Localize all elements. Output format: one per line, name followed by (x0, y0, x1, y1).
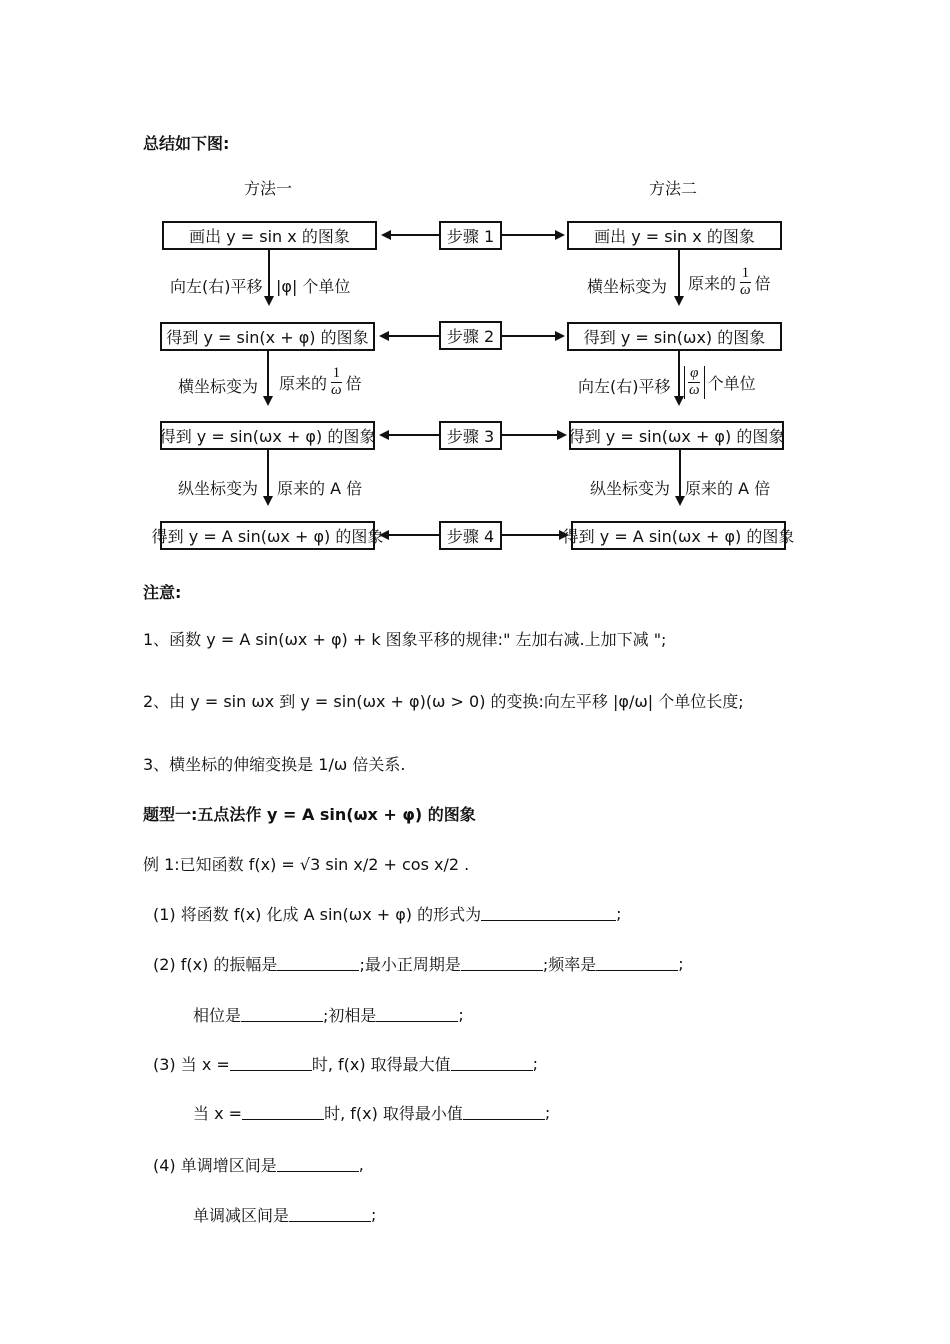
left-transition-1-right: |φ| 个单位 (276, 277, 351, 296)
question-1: (1) 将函数 f(x) 化成 A sin(ωx + φ) 的形式为 ; (153, 904, 622, 924)
question-3-max: 时, f(x) 取得最大值 (311, 1055, 451, 1074)
question-2-frequency: ;频率是 (542, 955, 597, 974)
fraction-numerator: 1 (741, 265, 750, 281)
arrow-line (268, 250, 270, 296)
arrow-down-icon (674, 296, 684, 306)
summary-title: 总结如下图: (143, 134, 230, 153)
arrow-line (678, 250, 680, 296)
method1-title: 方法一 (244, 179, 293, 198)
left-box-4 (151, 521, 384, 550)
answer-blank[interactable] (241, 1007, 323, 1022)
arrow-line (390, 234, 439, 236)
arrow-line (388, 434, 439, 436)
step-2 (439, 321, 502, 350)
arrow-line (679, 450, 681, 496)
left-box-2 (160, 322, 375, 351)
right-box-2 (567, 322, 782, 351)
fraction (329, 366, 344, 399)
question-4: (4) 单调增区间是 , (153, 1155, 364, 1175)
right-transition-1-right (688, 266, 771, 299)
left-transition-2-left: 横坐标变为 (178, 377, 259, 396)
arrow-left-icon (381, 230, 391, 240)
arrow-line (388, 335, 439, 337)
step-1 (439, 221, 502, 250)
step-4-label: 步骤 4 (446, 527, 495, 546)
question-4-cont: 单调减区间是 ; (193, 1205, 377, 1225)
question-3-when-min: 当 x = (193, 1104, 243, 1123)
step-2-label: 步骤 2 (446, 327, 495, 346)
fraction (738, 266, 753, 299)
right-box-3 (569, 421, 784, 450)
answer-blank[interactable] (277, 956, 359, 971)
left-box-2-label: 得到 y = sin(x + φ) 的图象 (166, 328, 369, 347)
right-transition-1-left: 横坐标变为 (587, 277, 668, 296)
right-box-1 (567, 221, 782, 250)
left-box-1 (162, 221, 377, 250)
text: 倍 (754, 273, 771, 293)
right-box-1-label: 画出 y = sin x 的图象 (594, 227, 755, 246)
question-2-initial-phase: ;初相是 (323, 1006, 377, 1025)
right-box-4 (562, 521, 795, 550)
arrow-right-icon (555, 331, 565, 341)
answer-blank[interactable] (463, 1105, 545, 1120)
step-3 (439, 421, 502, 450)
arrow-line (502, 335, 555, 337)
arrow-line (388, 534, 439, 536)
right-box-3-label: 得到 y = sin(ωx + φ) 的图象 (568, 427, 785, 446)
left-transition-3-right: 原来的 A 倍 (277, 479, 363, 498)
step-1-label: 步骤 1 (446, 227, 495, 246)
arrow-line (267, 351, 269, 396)
question-3-min: 时, f(x) 取得最小值 (324, 1104, 463, 1123)
step-4 (439, 521, 502, 550)
abs-bars (684, 366, 705, 399)
right-transition-2-right (684, 366, 756, 399)
answer-blank[interactable] (242, 1105, 324, 1120)
example-1: 例 1:已知函数 f(x) = √3 sin x/2 + cos x/2 . (143, 855, 470, 874)
left-box-1-label: 画出 y = sin x 的图象 (189, 227, 350, 246)
arrow-line (267, 450, 269, 496)
right-transition-3-right: 原来的 A 倍 (685, 479, 771, 498)
question-4-increase: (4) 单调增区间是 (153, 1156, 277, 1175)
answer-blank[interactable] (230, 1056, 312, 1071)
method2-title: 方法二 (649, 179, 698, 198)
notes-title: 注意: (143, 583, 182, 602)
fraction-denominator: ω (689, 381, 700, 398)
text: 倍 (345, 373, 362, 393)
answer-blank[interactable] (451, 1056, 533, 1071)
arrow-down-icon (263, 496, 273, 506)
arrow-line (502, 534, 559, 536)
arrow-down-icon (263, 396, 273, 406)
right-transition-2-left: 向左(右)平移 (578, 377, 671, 396)
fraction-numerator: 1 (332, 365, 341, 381)
text: 原来的 (279, 373, 328, 393)
question-1-text: (1) 将函数 f(x) 化成 A sin(ωx + φ) 的形式为 (153, 905, 482, 924)
answer-blank[interactable] (461, 956, 543, 971)
left-box-4-label: 得到 y = A sin(ωx + φ) 的图象 (151, 527, 384, 546)
answer-blank[interactable] (481, 906, 616, 921)
note-1: 1、函数 y = A sin(ωx + φ) + k 图象平移的规律:" 左加右减.上加下减 "; (143, 630, 667, 649)
question-2-amplitude: (2) f(x) 的振幅是 (153, 955, 278, 974)
arrow-left-icon (379, 530, 389, 540)
question-3: (3) 当 x = 时, f(x) 取得最大值 ; (153, 1054, 539, 1074)
left-transition-1-left: 向左(右)平移 (170, 277, 263, 296)
right-box-4-label: 得到 y = A sin(ωx + φ) 的图象 (562, 527, 795, 546)
question-2-period: ;最小正周期是 (359, 955, 461, 974)
question-3-when: (3) 当 x = (153, 1055, 230, 1074)
fraction (687, 366, 702, 399)
answer-blank[interactable] (277, 1157, 359, 1172)
question-2-phase: 相位是 (193, 1006, 242, 1025)
left-box-3-label: 得到 y = sin(ωx + φ) 的图象 (159, 427, 376, 446)
left-transition-3-left: 纵坐标变为 (178, 479, 259, 498)
right-transition-3-left: 纵坐标变为 (590, 479, 671, 498)
answer-blank[interactable] (596, 956, 678, 971)
arrow-down-icon (675, 496, 685, 506)
arrow-line (678, 351, 680, 396)
text: 个单位 (707, 373, 756, 393)
fraction-denominator: ω (740, 281, 751, 298)
arrow-down-icon (264, 296, 274, 306)
arrow-down-icon (674, 396, 684, 406)
question-2-cont: 相位是 ;初相是 ; (193, 1005, 464, 1025)
arrow-right-icon (555, 230, 565, 240)
left-box-3 (160, 421, 375, 450)
answer-blank[interactable] (289, 1207, 371, 1222)
arrow-line (502, 234, 555, 236)
fraction-denominator: ω (331, 381, 342, 398)
text: 原来的 (688, 273, 737, 293)
step-3-label: 步骤 3 (446, 427, 495, 446)
arrow-line (502, 434, 557, 436)
type1-title: 题型一:五点法作 y = A sin(ωx + φ) 的图象 (143, 805, 476, 824)
answer-blank[interactable] (376, 1007, 458, 1022)
fraction-numerator: φ (690, 365, 699, 381)
right-box-2-label: 得到 y = sin(ωx) 的图象 (583, 328, 766, 347)
note-3: 3、横坐标的伸缩变换是 1/ω 倍关系. (143, 755, 406, 774)
question-4-decrease: 单调减区间是 (193, 1206, 290, 1225)
arrow-right-icon (559, 530, 569, 540)
question-3-cont: 当 x = 时, f(x) 取得最小值 ; (193, 1103, 551, 1123)
question-2: (2) f(x) 的振幅是 ;最小正周期是 ;频率是 ; (153, 954, 684, 974)
note-2: 2、由 y = sin ωx 到 y = sin(ωx + φ)(ω > 0) 的变换:向左平移 |φ/ω| 个单位长度; (143, 692, 744, 711)
arrow-right-icon (557, 430, 567, 440)
left-transition-2-right (279, 366, 362, 399)
arrow-left-icon (379, 331, 389, 341)
arrow-left-icon (379, 430, 389, 440)
